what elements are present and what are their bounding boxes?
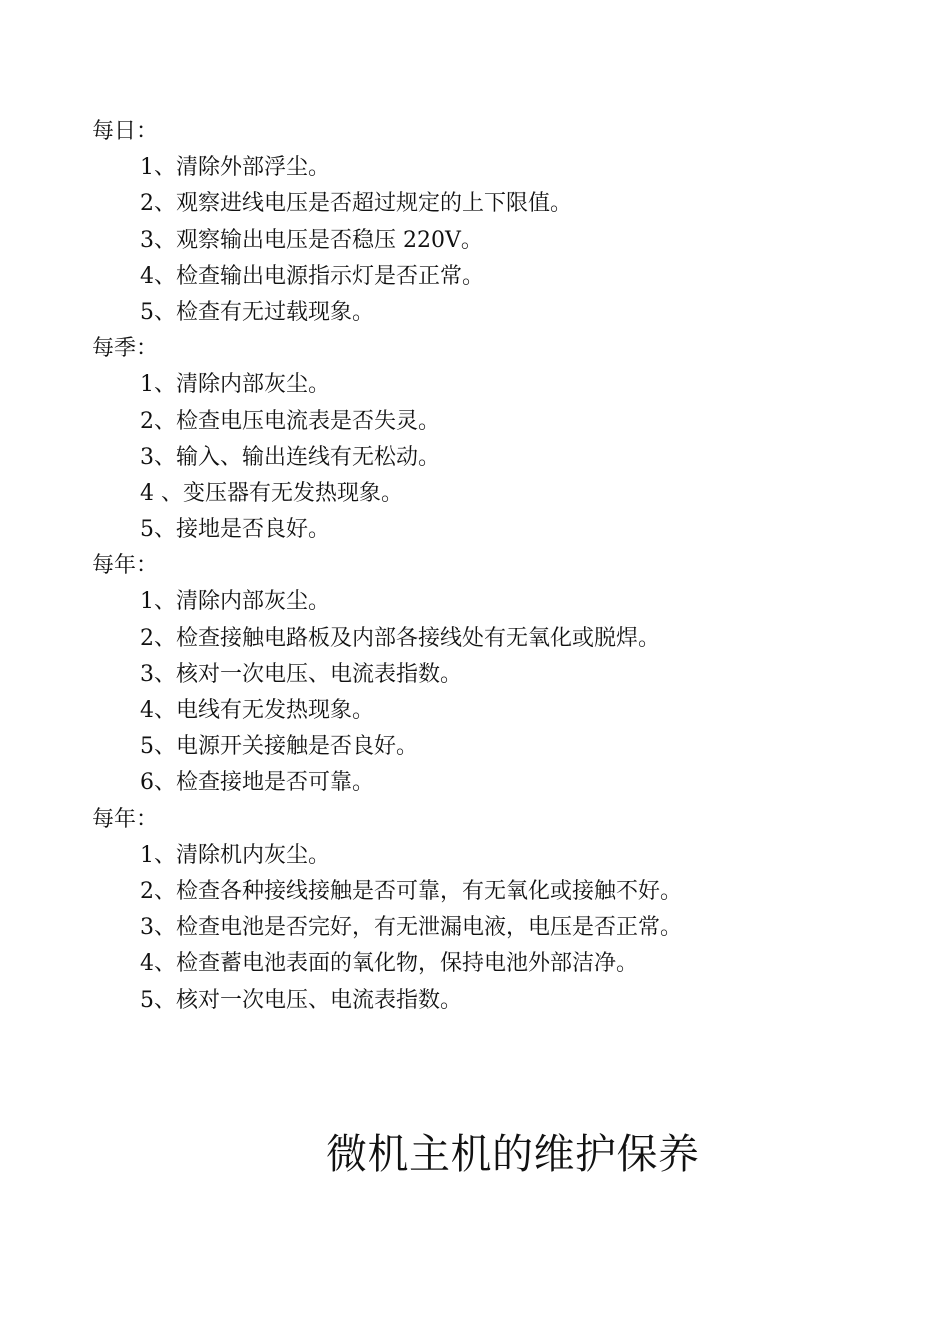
list-item: 2、检查接触电路板及内部各接线处有无氧化或脱焊。 [140,625,660,651]
list-item: 2、检查电压电流表是否失灵。 [140,408,440,434]
list-item: 5、电源开关接触是否良好。 [140,734,418,760]
section-heading: 每年： [92,806,159,832]
list-item: 1、清除内部灰尘。 [140,589,330,615]
list-item: 2、观察进线电压是否超过规定的上下限值。 [140,191,572,217]
list-item: 3、观察输出电压是否稳压 220V。 [140,227,483,253]
section-yearly [92,548,912,801]
section-yearly-battery [92,802,912,1019]
list-item: 2、检查各种接线接触是否可靠，有无氧化或接触不好。 [140,878,682,904]
list-item: 3、输入、输出连线有无松动。 [140,444,440,470]
list-item: 5、检查有无过载现象。 [140,299,374,325]
section-heading: 每年： [92,553,159,579]
list-item: 3、检查电池是否完好，有无泄漏电液，电压是否正常。 [140,915,682,941]
list-item: 4 、变压器有无发热现象。 [140,480,403,506]
list-item: 3、核对一次电压、电流表指数。 [140,661,462,687]
section-quarterly [92,331,912,548]
list-item: 4、电线有无发热现象。 [140,698,374,723]
list-item: 1、清除机内灰尘。 [140,842,330,868]
section-daily [92,114,912,331]
section-heading: 每季： [92,336,159,362]
list-item: 5、接地是否良好。 [140,517,330,543]
list-item: 4、检查蓄电池表面的氧化物，保持电池外部洁净。 [140,951,638,977]
maintenance-checklist [92,114,912,1019]
list-item: 4、检查输出电源指示灯是否正常。 [140,263,484,289]
list-item: 1、清除内部灰尘。 [140,372,330,398]
list-item: 6、检查接地是否可靠。 [140,770,374,796]
list-item: 5、核对一次电压、电流表指数。 [140,987,462,1013]
section-title: 微机主机的维护保养 [326,1130,700,1178]
section-heading: 每日： [92,119,159,144]
list-item: 1、清除外部浮尘。 [140,155,330,181]
